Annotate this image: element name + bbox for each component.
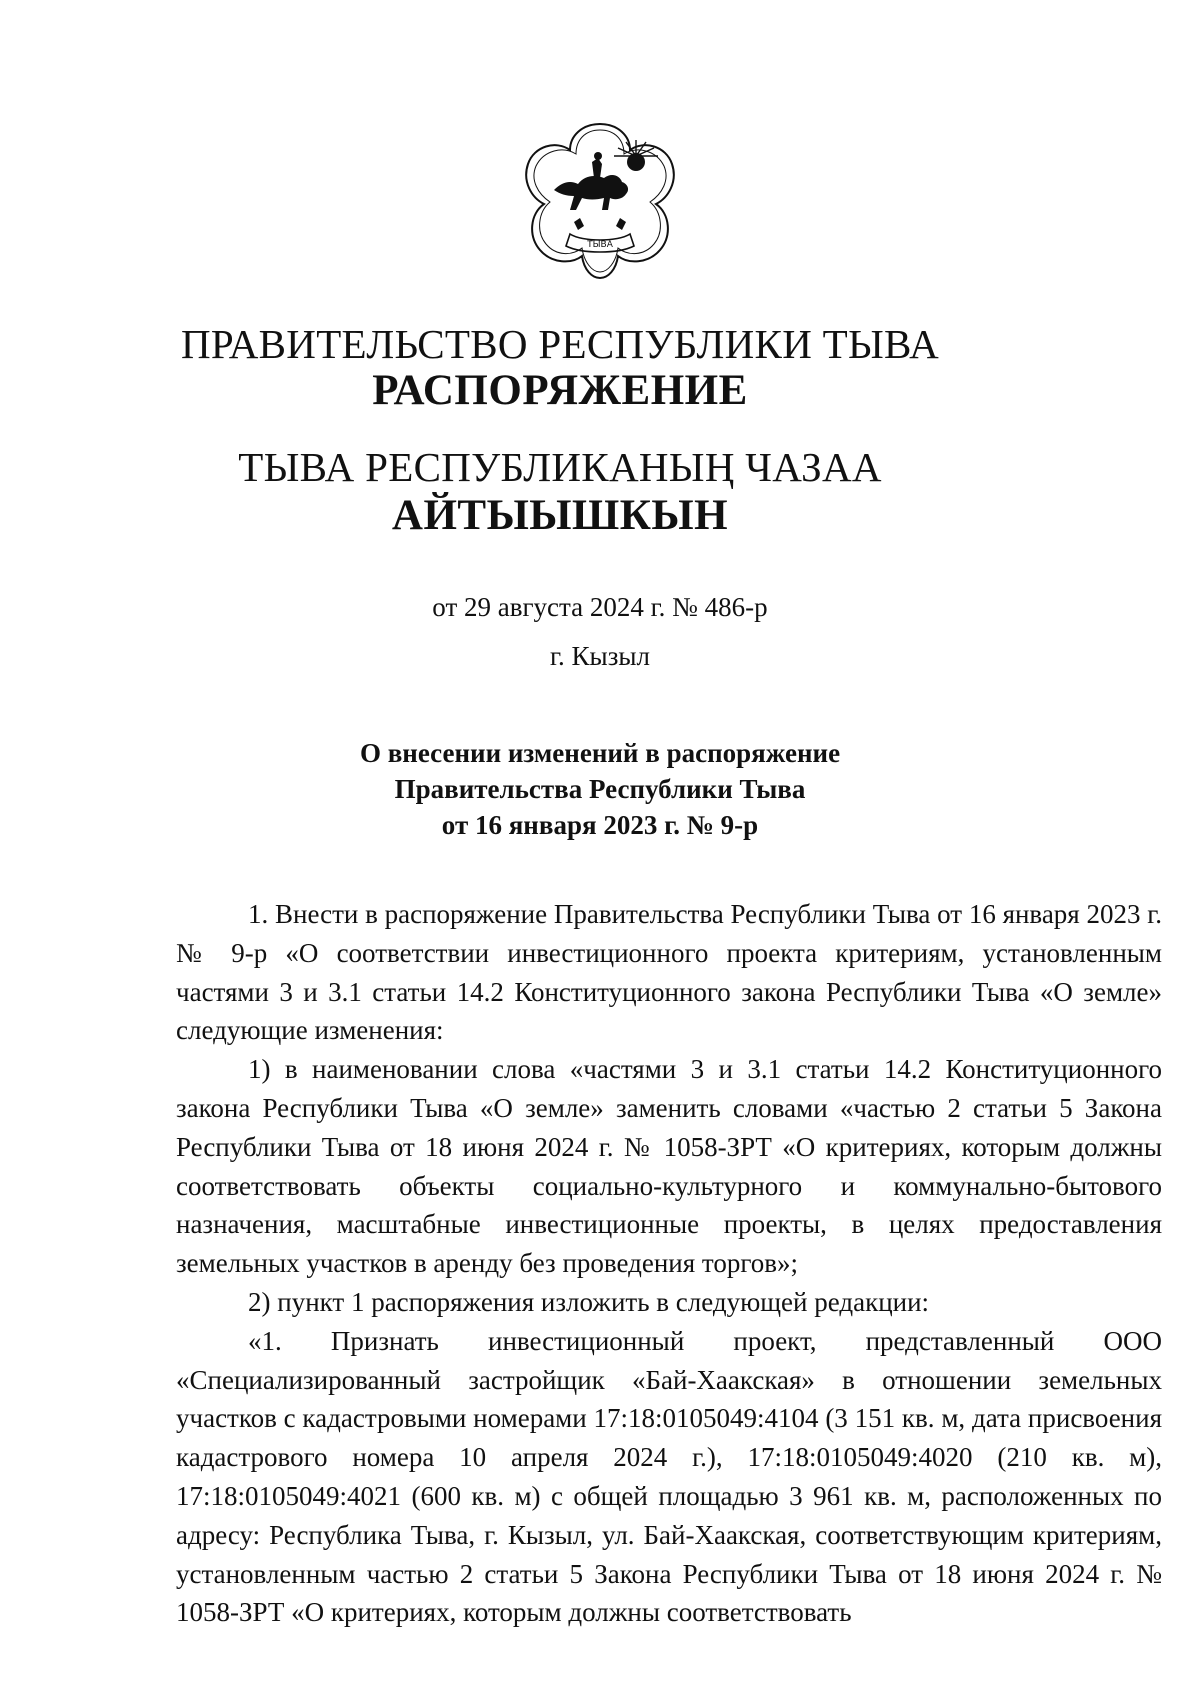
document-type-ty: АЙТЫЫШКЫН	[391, 492, 729, 539]
body-paragraph: 1. Внести в распоряжение Правительства Республики Тыва от 16 января 2023 г. № 9-р «О соответствии инвестиционного проекта критериям, установленным частями 3 и 3.1 статьи 14.2 Конституционного закона Республики Тыва «О земле» следующие изменения:	[176, 899, 1163, 1046]
subject-line: О внесении изменений в распоряжение	[359, 738, 841, 768]
document-type-ru: РАСПОРЯЖЕНИЕ	[372, 367, 748, 414]
document-subject	[0, 735, 1200, 843]
document-date-number: от 29 августа 2024 г. № 486-р	[432, 592, 768, 622]
document-city: г. Кызыл	[550, 641, 650, 671]
body-paragraph: «1. Признать инвестиционный проект, представленный ООО «Специализированный застройщик «Бай-Хаакская» в отношении земельных участков с кадастровыми номерами 17:18:0105049:4104 (3 151 кв. м, дата присвоения кадастрового номера 10 апреля 2024 г.), 17:18:0105049:4020 (210 кв. м), 17:18:0105049:4021 (600 кв. м) с общей площадью 3 961 кв. м, расположенных по адресу: Республика Тыва, г. Кызыл, ул. Бай-Хаакская, соответствующим критериям, установленным частью 2 статьи 5 Закона Республики Тыва от 18 июня 2024 г. № 1058-ЗРТ «О критериях, которым должны соответствовать	[176, 1325, 1162, 1628]
subject-line: Правительства Республики Тыва	[394, 774, 806, 804]
government-title-ru: ПРАВИТЕЛЬСТВО РЕСПУБЛИКИ ТЫВА	[180, 321, 940, 367]
emblem-ribbon-text: ТЫВА	[587, 240, 613, 250]
document-body	[176, 895, 1162, 1632]
body-paragraph: 1) в наименовании слова «частями 3 и 3.1 статьи 14.2 Конституционного закона Республики Тыва «О земле» заменить словами «частью 2 статьи 5 Закона Республики Тыва от 18 июня 2024 г. № 1058-ЗРТ «О критериях, которым должны соответствовать объекты социально-культурного и коммунально-бытового назначения, масштабные инвестиционные проекты, в целях предоставления земельных участков в аренду без проведения торгов»;	[176, 1054, 1162, 1279]
subject-line: от 16 января 2023 г. № 9-р	[441, 810, 759, 840]
government-title-ty: ТЫВА РЕСПУБЛИКАНЫҢ ЧАЗАА	[238, 444, 882, 490]
body-paragraph: 2) пункт 1 распоряжения изложить в следующей редакции:	[248, 1286, 930, 1317]
tuva-emblem-icon	[518, 118, 682, 282]
